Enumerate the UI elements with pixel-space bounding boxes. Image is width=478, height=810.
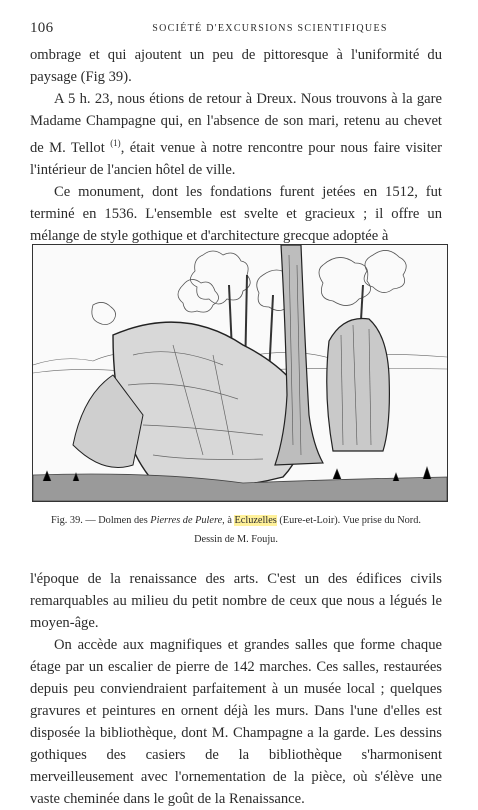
dolmen-illustration — [32, 244, 448, 502]
caption-prefix: Fig. 39. — Dolmen des — [51, 515, 148, 526]
figure-caption — [30, 511, 442, 549]
paragraph-continuation: ombrage et qui ajoutent un peu de pittoresque à l'uniformité du paysage (Fig 39). — [30, 47, 442, 85]
top-text-block — [30, 44, 442, 247]
paragraph-salles: On accède aux magnifiques et grandes salles que forme chaque étage par un escalier de pierre de 142 marches. Ces salles, restaurées depuis peu conviendraient parfaitement à un musée local ; quelques gravures et peintures en ornent déjà les murs. Dans l'une d'elles est disposée la bibliothèque, dont M. Champagne a la garde. Les dessins gothiques des casiers de la bibliothèque s'harmonisent merveilleusement avec l'ornementation de la pièce, où s'élève une vaste cheminée dans le goût de la Renaissance. — [30, 637, 442, 807]
page-number: 106 — [30, 20, 54, 36]
paragraph-arrival-dreux — [30, 88, 442, 181]
caption-mid: , à — [222, 515, 232, 526]
paragraph-text: , était venue à notre rencontre pour nous faire visiter l'intérieur de l'ancien hôtel de ville. — [30, 139, 442, 178]
caption-suffix: (Eure-et-Loir). Vue prise du Nord. — [279, 515, 421, 526]
foliage — [92, 250, 406, 324]
bottom-text-block — [30, 568, 442, 810]
highlighted-place-name: Ecluzelles — [234, 515, 277, 526]
standing-stone — [327, 318, 390, 451]
caption-site-name: Pierres de Pulere — [150, 515, 223, 526]
caption-credit: Dessin de M. Fouju. — [194, 534, 278, 545]
dolmen-drawing — [33, 245, 447, 501]
footnote-marker: (1) — [110, 138, 121, 148]
paragraph-renaissance: l'époque de la renaissance des arts. C'est un des édifices civils remarquables au milieu du petit nombre de ceux que nous a légués le moyen-âge. — [30, 571, 442, 631]
running-title: SOCIÉTÉ D'EXCURSIONS SCIENTIFIQUES — [152, 23, 388, 34]
page-header — [30, 20, 448, 38]
paragraph-text: A 5 h. 23, nous étions de retour à Dreux. Nous trouvons à la gare Madame Champagne qui, en l'absence de son mari, retenu au chevet de M. Tellot — [30, 91, 442, 156]
paragraph-monument: Ce monument, dont les fondations furent jetées en 1512, fut terminé en 1536. L'ensemble est svelte et gracieux ; il offre un mélange de style gothique et d'architecture grecque adoptée à — [30, 183, 442, 244]
